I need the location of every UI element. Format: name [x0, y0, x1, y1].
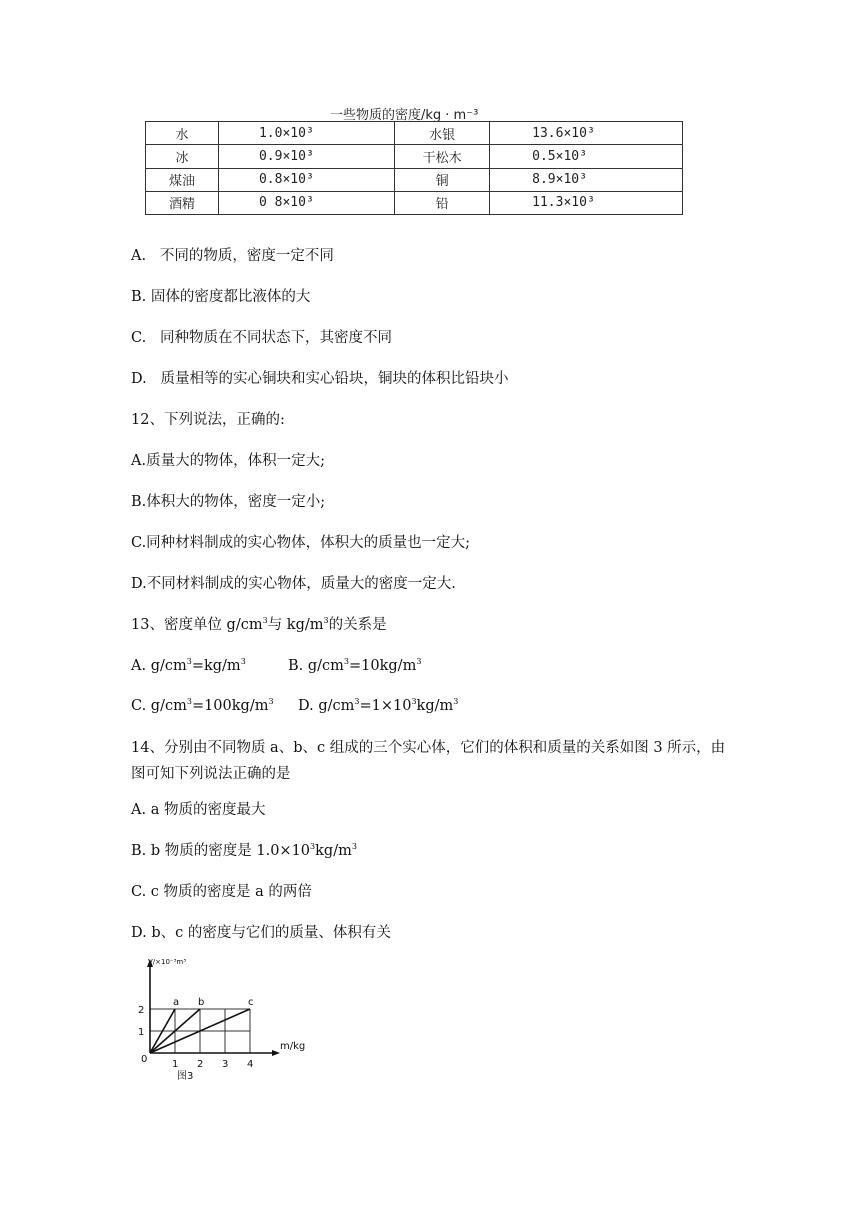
- q14-option-b: B. b 物质的密度是 $1.0\times 10^3kg/m^3$: [131, 842, 357, 859]
- q11-option-d: D. 质量相等的实心铜块和实心铅块，铜块的体积比铅块小: [131, 371, 509, 387]
- q12-stem: 12、下列说法，正确的:: [131, 412, 285, 428]
- density-value: 11.3×10³: [490, 191, 683, 214]
- q14-option-a: A. a 物质的密度最大: [131, 802, 266, 818]
- y-tick-label: 2: [138, 1005, 145, 1016]
- x-axis-label: m/kg: [280, 1041, 306, 1052]
- density-value: 0 8×10³: [218, 191, 394, 214]
- density-value: 13.6×10³: [490, 122, 683, 145]
- substance-name: 冰: [146, 145, 219, 168]
- density-value: 8.9×10³: [490, 168, 683, 191]
- q12-option-b: B.体积大的物体，密度一定小;: [131, 494, 326, 510]
- density-value: 1.0×10³: [218, 122, 394, 145]
- substance-name: 干松木: [395, 145, 490, 168]
- y-tick-label: 1: [138, 1027, 145, 1038]
- q13-option-c: C. $g/cm^3=100kg/m^3$: [131, 697, 274, 714]
- density-table: [145, 121, 683, 215]
- q14-stem: 14、分别由不同物质 a、b、c 组成的三个实心体，它们的体积和质量的关系如图 3 所示，由图可知下列说法正确的是: [131, 740, 726, 782]
- table-row: [146, 191, 683, 214]
- x-tick-label: 4: [247, 1059, 254, 1070]
- figure-3-chart: [130, 955, 310, 1090]
- q11-option-c: C. 同种物质在不同状态下，其密度不同: [131, 330, 393, 346]
- q13-stem: 13、密度单位 $g/cm^3$与 $kg/m^3$的关系是: [131, 616, 387, 633]
- x-tick-label: 1: [172, 1059, 179, 1070]
- substance-name: 铅: [395, 191, 490, 214]
- q11-option-b: B. 固体的密度都比液体的大: [131, 289, 311, 305]
- q14-option-c: C. c 物质的密度是 a 的两倍: [131, 884, 312, 900]
- series-label-b: b: [198, 997, 205, 1008]
- table-row: [146, 145, 683, 168]
- figure-caption: 图3: [177, 1071, 194, 1082]
- x-axis-arrow: [272, 1050, 280, 1056]
- density-value: 0.5×10³: [490, 145, 683, 168]
- substance-name: 水: [146, 122, 219, 145]
- substance-name: 煤油: [146, 168, 219, 191]
- q12-option-c: C.同种材料制成的实心物体，体积大的质量也一定大;: [131, 535, 471, 551]
- table-row: [146, 168, 683, 191]
- x-tick-label: 3: [222, 1059, 229, 1070]
- x-tick-label: 2: [197, 1059, 204, 1070]
- substance-name: 水银: [395, 122, 490, 145]
- table-title: 一些物质的密度/kg · m⁻³: [330, 108, 479, 123]
- q11-option-a: A. 不同的物质，密度一定不同: [131, 248, 334, 264]
- q13-option-b: B. $g/cm^3=10kg/m^3$: [288, 657, 422, 674]
- density-value: 0.8×10³: [218, 168, 394, 191]
- q12-option-a: A.质量大的物体，体积一定大;: [131, 453, 325, 469]
- x-tick-label: 0: [141, 1054, 148, 1065]
- table-row: [146, 122, 683, 145]
- q12-option-d: D.不同材料制成的实心物体，质量大的密度一定大.: [131, 576, 456, 592]
- series-label-a: a: [173, 997, 180, 1008]
- substance-name: 铜: [395, 168, 490, 191]
- q13-option-d: D. $g/cm^3=1\times 10^3kg/m^3$: [298, 697, 459, 714]
- y-axis-label: V/×10⁻³m³: [148, 958, 187, 966]
- series-label-c: c: [248, 997, 254, 1008]
- density-value: 0.9×10³: [218, 145, 394, 168]
- q13-option-a: A. $g/cm^3=kg/m^3$: [131, 657, 246, 674]
- substance-name: 酒精: [146, 191, 219, 214]
- q14-option-d: D. b、c 的密度与它们的质量、体积有关: [131, 925, 391, 941]
